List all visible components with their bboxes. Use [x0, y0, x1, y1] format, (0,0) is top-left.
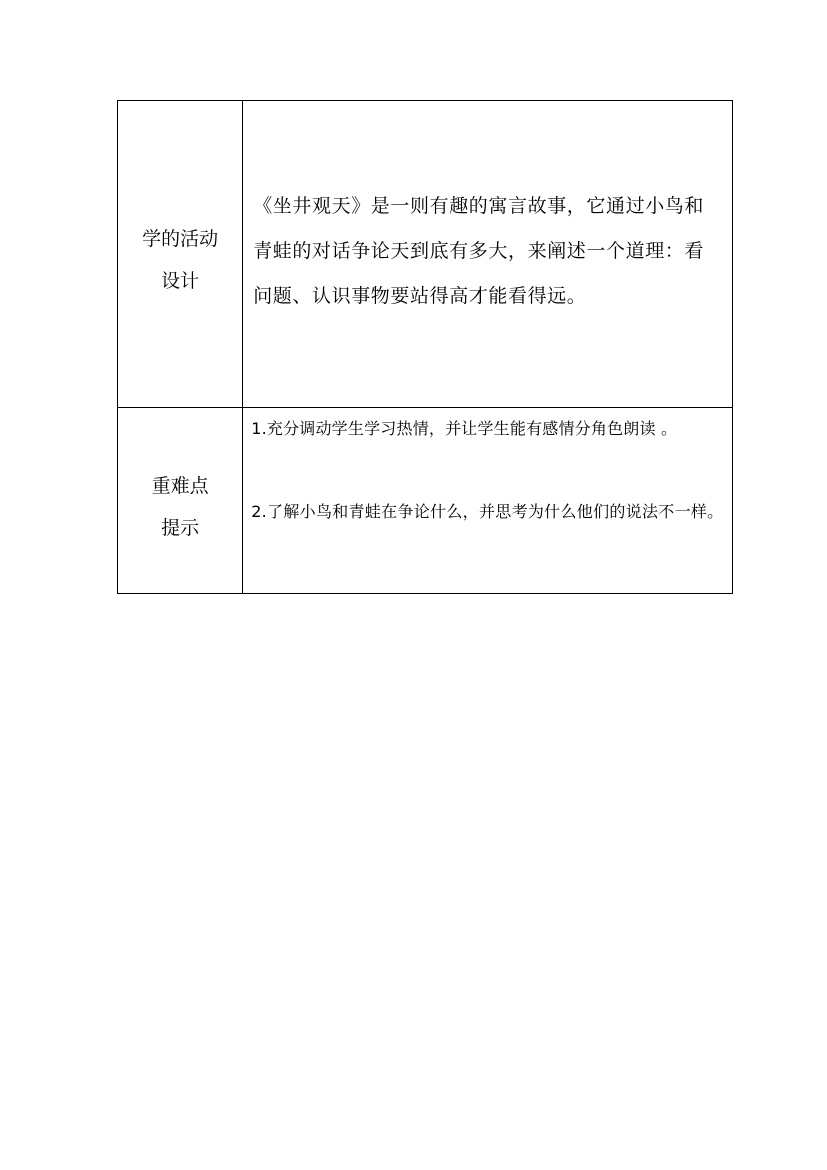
- activity-design-label-cell: [118, 101, 243, 408]
- table-row-activity-design: [118, 101, 733, 408]
- key-points-label-line2: 提示: [161, 516, 200, 539]
- activity-design-label-line2: 设计: [161, 270, 200, 292]
- key-point-item-1: 1.充分调动学生学习热情，并让学生能有感情分角色朗读 。: [251, 419, 678, 438]
- key-points-content-cell: [243, 408, 733, 594]
- table-row-key-points: [118, 408, 733, 594]
- activity-design-content-cell: [243, 101, 733, 408]
- activity-design-text: 《坐井观天》是一则有趣的寓言故事，它通过小鸟和青蛙的对话争论天到底有多大，来阐述一个道理：看问题、认识事物要站得高才能看得远。: [253, 194, 705, 307]
- key-points-label-line1: 重难点: [151, 474, 209, 497]
- key-points-label-cell: [118, 408, 243, 594]
- key-point-item-2: 2.了解小鸟和青蛙在争论什么，并思考为什么他们的说法不一样。: [251, 502, 724, 521]
- lesson-plan-table: [117, 100, 733, 594]
- activity-design-label-line1: 学的活动: [142, 228, 219, 250]
